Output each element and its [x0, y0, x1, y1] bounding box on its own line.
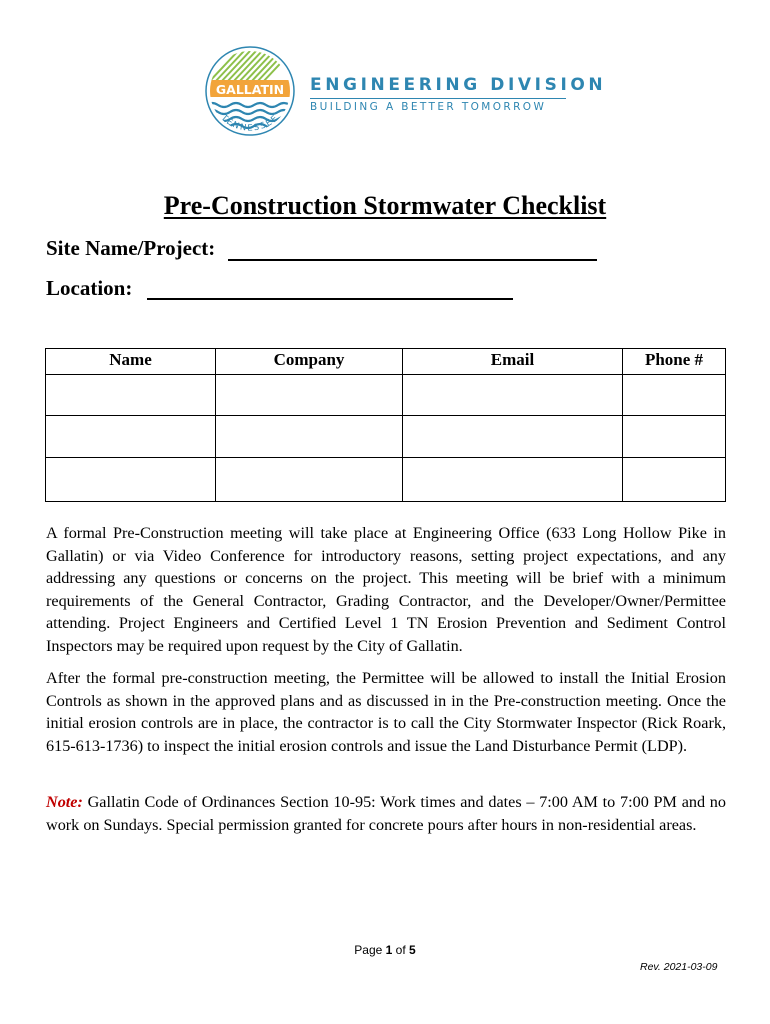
page-of: of — [392, 943, 410, 957]
site-name-field — [46, 236, 215, 261]
contacts-table — [45, 348, 726, 502]
phone-cell[interactable] — [623, 416, 726, 458]
gallatin-badge-logo — [198, 43, 302, 147]
email-cell[interactable] — [403, 458, 623, 502]
company-cell[interactable] — [216, 458, 403, 502]
name-cell[interactable] — [46, 458, 216, 502]
permit-paragraph: After the formal pre-construction meeting, the Permittee will be allowed to install the Initial Erosion Controls as shown in the approved plans and as discussed in in the Pre-construction meeting. Once the initial erosion controls are in place, the contractor is to call the City Stormwater Inspector (Rick Roark, 615-613-1736) to inspect the initial erosion controls and issue the Land Disturbance Permit (LDP). — [46, 669, 726, 755]
location-label: Location: — [46, 276, 133, 300]
engineering-division-logo — [198, 43, 607, 153]
site-name-input-line[interactable] — [228, 259, 597, 261]
revision-date: Rev. 2021-03-09 — [640, 961, 718, 973]
page-number — [0, 943, 770, 957]
table-row — [46, 375, 726, 416]
division-tagline: BUILDING A BETTER TOMORROW — [310, 101, 547, 113]
table-row — [46, 458, 726, 502]
column-header-name: Name — [46, 349, 216, 375]
division-divider — [310, 98, 566, 99]
phone-cell[interactable] — [623, 375, 726, 416]
division-title: ENGINEERING DIVISION — [310, 75, 607, 95]
work-hours-note — [46, 791, 726, 836]
logo-wordmark: GALLATIN — [215, 82, 285, 97]
phone-cell[interactable] — [623, 458, 726, 502]
company-cell[interactable] — [216, 416, 403, 458]
name-cell[interactable] — [46, 416, 216, 458]
page-prefix: Page — [354, 943, 386, 957]
table-row — [46, 416, 726, 458]
logo-state-text: TENNESSEE — [218, 112, 282, 134]
note-label: Note: — [46, 793, 83, 811]
table-header-row — [46, 349, 726, 375]
name-cell[interactable] — [46, 375, 216, 416]
meeting-paragraph: A formal Pre-Construction meeting will take place at Engineering Office (633 Long Hollow Pike in Gallatin) or via Video Conference for introductory reasons, setting project expectations, and any addressing any questions or concerns on the project. This meeting will be brief with a minimum requirements of the General Contractor, Grading Contractor, and the Developer/Owner/Permittee attending. Project Engineers and Certified Level 1 TN Erosion Prevention and Sediment Control Inspectors may be required upon request by the City of Gallatin. — [46, 524, 726, 655]
column-header-email: Email — [403, 349, 623, 375]
page-current: 1 — [385, 943, 393, 957]
page-title: Pre-Construction Stormwater Checklist — [163, 191, 607, 220]
location-field — [46, 276, 132, 301]
column-header-phone: Phone # — [623, 349, 726, 375]
location-input-line[interactable] — [147, 298, 513, 300]
email-cell[interactable] — [403, 416, 623, 458]
column-header-company: Company — [216, 349, 403, 375]
page-total: 5 — [409, 943, 416, 957]
note-text: Gallatin Code of Ordinances Section 10-95: Work times and dates – 7:00 AM to 7:00 PM and no work on Sundays. Special permission granted for concrete pours after hours in non-residential areas. — [46, 793, 726, 834]
company-cell[interactable] — [216, 375, 403, 416]
site-name-label: Site Name/Project: — [46, 236, 216, 260]
email-cell[interactable] — [403, 375, 623, 416]
